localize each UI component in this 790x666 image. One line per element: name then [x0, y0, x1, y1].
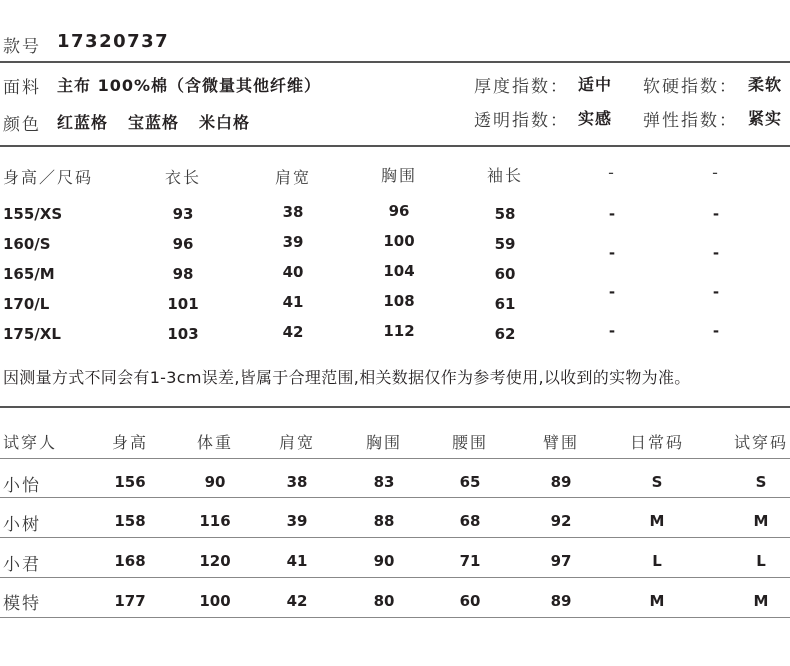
thickness-value: 适中	[578, 75, 613, 94]
size-cell: 98	[172, 265, 194, 283]
size-cell: -	[608, 244, 616, 262]
try-cell: 116	[199, 512, 231, 530]
try-cell: 80	[373, 592, 395, 610]
try-cell: 42	[286, 592, 308, 610]
try-cell: 60	[459, 592, 481, 610]
size-row-label: 170/L	[3, 295, 50, 313]
size-row-label: 165/M	[3, 265, 55, 283]
size-cell: 62	[494, 325, 516, 343]
color-value-2: 宝蓝格	[128, 113, 180, 132]
try-cell: 68	[459, 512, 481, 530]
size-cell: 103	[167, 325, 199, 343]
try-header-waist: 腰围	[451, 433, 488, 452]
elasticity-label: 弹性指数：	[643, 111, 738, 131]
try-cell: L	[652, 552, 662, 570]
size-cell: 104	[383, 262, 415, 280]
size-header-height: 身高／尺码	[3, 168, 94, 187]
row-divider	[0, 458, 790, 459]
try-cell: 90	[204, 473, 226, 491]
style-no-label: 款号	[3, 37, 41, 57]
size-cell: 96	[388, 202, 410, 220]
try-cell: S	[651, 473, 663, 491]
size-cell: -	[712, 283, 720, 301]
size-cell: -	[608, 283, 616, 301]
try-row-person: 小树	[3, 515, 41, 535]
size-header-sleeve: 袖长	[486, 166, 523, 185]
size-cell: 42	[282, 323, 304, 341]
try-cell: M	[649, 512, 665, 530]
size-cell: 96	[172, 235, 194, 253]
try-cell: M	[649, 592, 665, 610]
try-header-chest: 胸围	[365, 433, 402, 452]
transparency-value: 实感	[578, 109, 613, 128]
size-cell: 61	[494, 295, 516, 313]
try-cell: 168	[114, 552, 146, 570]
try-header-height: 身高	[111, 433, 148, 452]
measurement-note: 因测量方式不同会有1-3cm误差,皆属于合理范围,相关数据仅作为参考使用,以收到的实物为准。	[3, 368, 691, 387]
try-cell: M	[753, 512, 769, 530]
try-cell: 83	[373, 473, 395, 491]
size-cell: 59	[494, 235, 516, 253]
try-cell: 120	[199, 552, 231, 570]
row-divider	[0, 537, 790, 538]
try-header-arm: 臂围	[542, 433, 579, 452]
row-divider	[0, 577, 790, 578]
size-header-dash: -	[712, 163, 720, 182]
size-cell: 100	[383, 232, 415, 250]
style-no-value: 17320737	[57, 31, 170, 52]
softness-value: 柔软	[748, 75, 783, 94]
try-header-weight: 体重	[196, 433, 233, 452]
divider	[0, 406, 790, 408]
try-cell: 89	[550, 592, 572, 610]
row-divider	[0, 617, 790, 618]
try-cell: M	[753, 592, 769, 610]
size-cell: 40	[282, 263, 304, 281]
color-label: 颜色	[3, 115, 41, 135]
size-row-label: 175/XL	[3, 325, 61, 343]
size-cell: 93	[172, 205, 194, 223]
try-header-shoulder: 肩宽	[278, 433, 315, 452]
try-cell: 156	[114, 473, 146, 491]
size-cell: -	[712, 322, 720, 340]
size-row-label: 160/S	[3, 235, 51, 253]
try-cell: 97	[550, 552, 572, 570]
size-header-length: 衣长	[164, 168, 201, 187]
try-cell: 88	[373, 512, 395, 530]
try-cell: 177	[114, 592, 146, 610]
try-cell: 90	[373, 552, 395, 570]
try-row-person: 小怡	[3, 476, 41, 496]
softness-label: 软硬指数：	[643, 77, 738, 97]
elasticity-value: 紧实	[748, 109, 783, 128]
size-cell: -	[608, 322, 616, 340]
size-cell: -	[712, 205, 720, 223]
fabric-value: 主布 100%棉（含微量其他纤维）	[57, 76, 322, 95]
try-header-daily-size: 日常码	[629, 433, 684, 452]
size-header-shoulder: 肩宽	[274, 168, 311, 187]
try-cell: 41	[286, 552, 308, 570]
fabric-label: 面料	[3, 78, 41, 98]
try-cell: 92	[550, 512, 572, 530]
size-header-chest: 胸围	[380, 166, 417, 185]
try-cell: 89	[550, 473, 572, 491]
size-cell: 108	[383, 292, 415, 310]
try-row-person: 小君	[3, 555, 41, 575]
color-value-3: 米白格	[199, 113, 251, 132]
size-cell: 60	[494, 265, 516, 283]
size-cell: 39	[282, 233, 304, 251]
try-row-person: 模特	[3, 594, 41, 614]
row-divider	[0, 497, 790, 498]
try-cell: 100	[199, 592, 231, 610]
size-cell: 101	[167, 295, 199, 313]
try-header-person: 试穿人	[3, 433, 58, 452]
size-cell: -	[608, 205, 616, 223]
size-cell: 112	[383, 322, 415, 340]
divider	[0, 145, 790, 147]
size-row-label: 155/XS	[3, 205, 63, 223]
transparency-label: 透明指数：	[474, 111, 569, 131]
try-cell: L	[756, 552, 766, 570]
thickness-label: 厚度指数：	[474, 77, 569, 97]
size-cell: -	[712, 244, 720, 262]
try-cell: 71	[459, 552, 481, 570]
try-cell: 38	[286, 473, 308, 491]
try-cell: S	[755, 473, 767, 491]
size-cell: 58	[494, 205, 516, 223]
size-cell: 38	[282, 203, 304, 221]
try-cell: 65	[459, 473, 481, 491]
try-cell: 39	[286, 512, 308, 530]
divider	[0, 61, 790, 63]
size-header-dash: -	[608, 163, 616, 182]
try-header-try-size: 试穿码	[733, 433, 788, 452]
color-value-1: 红蓝格	[57, 113, 109, 132]
size-cell: 41	[282, 293, 304, 311]
try-cell: 158	[114, 512, 146, 530]
